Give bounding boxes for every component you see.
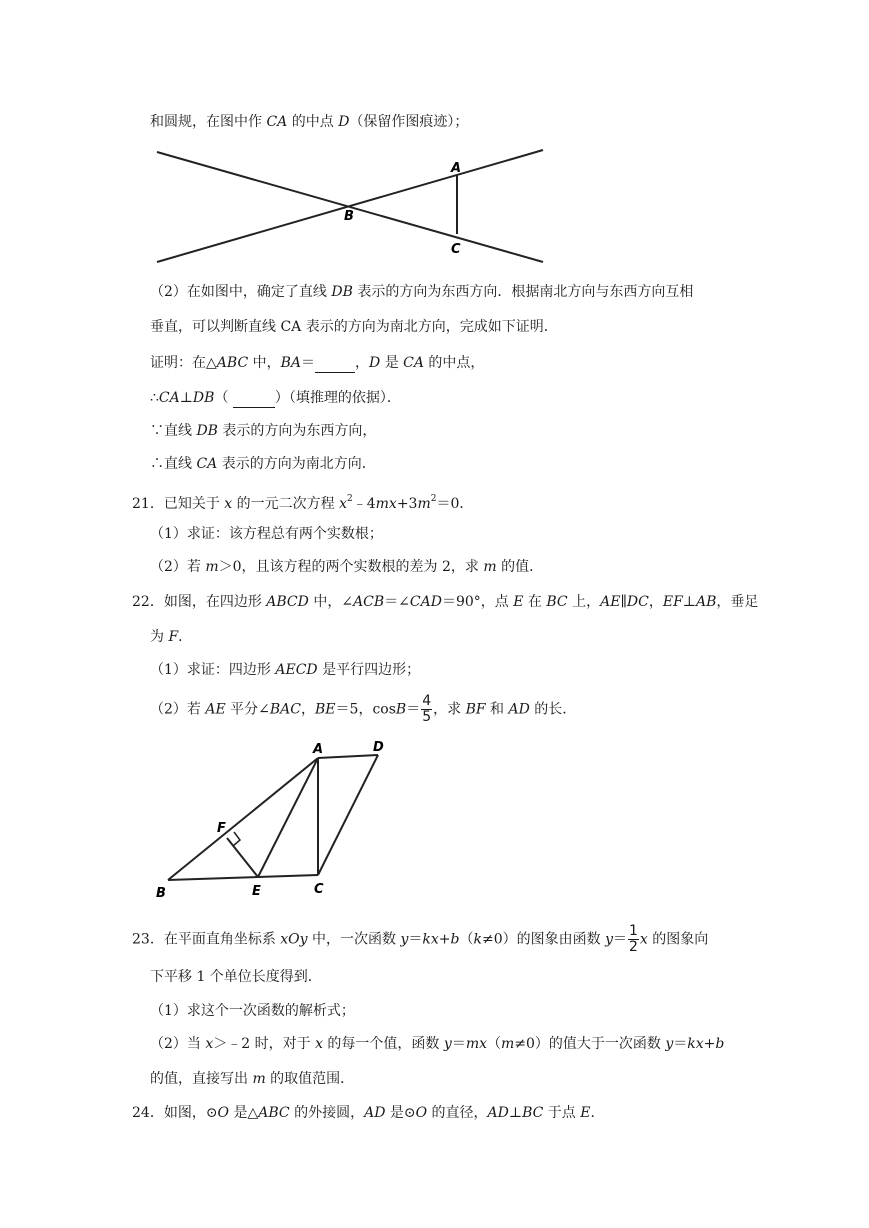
text: CA	[266, 114, 288, 130]
text: 的中点，	[423, 355, 485, 371]
text: ≠0）的值大于一次函数	[514, 1036, 666, 1052]
text: CA	[403, 355, 424, 371]
text: 中，一次函数	[307, 931, 401, 948]
text: ⊥	[508, 1105, 523, 1121]
fraction-numerator: 4	[422, 693, 432, 709]
text: x	[224, 496, 233, 512]
figure-2-quadrilateral	[150, 735, 400, 905]
text: 24．如图，⊙	[132, 1105, 218, 1121]
text: 的一元二次方程	[232, 496, 340, 512]
text: 23．在平面直角坐标系	[132, 931, 281, 948]
q23-stem2: 下平移 1 个单位长度得到．	[150, 969, 322, 985]
text: 于点	[543, 1105, 581, 1121]
text: y	[665, 1036, 674, 1052]
segment-bc	[168, 875, 318, 880]
answer-blank-ba[interactable]	[315, 352, 355, 373]
text: ）（填推理的依据）．	[274, 390, 401, 406]
text: ∴直线	[150, 456, 197, 472]
text: ∵直线	[150, 423, 197, 439]
label-f: F	[217, 821, 226, 836]
text: ＝	[612, 931, 627, 948]
text: （2）若	[150, 559, 206, 575]
text: AB	[695, 594, 717, 610]
text: ，垂足	[716, 594, 759, 610]
text: mx	[465, 1036, 487, 1052]
text: 中，∠	[308, 594, 354, 610]
part2-line1	[150, 282, 693, 302]
text: ＝	[408, 931, 423, 948]
text: 的取值范围．	[265, 1071, 355, 1087]
text: ACB	[353, 594, 385, 610]
text: BC	[546, 594, 568, 610]
text: ＝	[301, 355, 316, 371]
text: D	[369, 355, 381, 371]
text: ＝5，cos	[335, 701, 396, 718]
text: AE	[600, 594, 621, 610]
text: D	[338, 114, 350, 130]
q22-part2	[150, 694, 576, 725]
text: 2	[430, 494, 437, 504]
text: AD	[508, 701, 530, 718]
segment-ae	[258, 758, 318, 877]
label-b: B	[344, 209, 354, 224]
text: 是△	[229, 1105, 259, 1121]
text: O	[415, 1105, 428, 1121]
label-d: D	[373, 740, 384, 755]
text: CA	[196, 456, 218, 472]
text: 22．如图，在四边形	[132, 594, 267, 610]
text: ，	[355, 355, 370, 371]
text: BA	[280, 355, 302, 371]
text: DC	[626, 594, 649, 610]
text: b	[715, 1036, 725, 1052]
text: 的值．	[496, 559, 544, 575]
text: CA	[158, 390, 180, 406]
text: 的中点	[287, 114, 339, 130]
text: BAC	[269, 701, 302, 718]
text: ﹣4	[352, 496, 376, 512]
text: mx	[375, 496, 397, 512]
text: O	[217, 1105, 230, 1121]
text: 为	[150, 629, 169, 645]
text: y	[400, 931, 409, 948]
text: 中，	[248, 355, 281, 371]
text: 表示的方向为东西方向，	[217, 423, 377, 439]
segment-dc	[318, 755, 378, 875]
proof-line4	[150, 454, 376, 474]
text: AE	[205, 701, 226, 718]
text: y	[443, 1036, 452, 1052]
text: AECD	[275, 662, 318, 678]
q23-stem	[132, 924, 708, 955]
text: 上，	[567, 594, 601, 610]
text: DB	[196, 423, 218, 439]
text: ABCD	[266, 594, 309, 610]
figure-1-lines	[150, 140, 550, 270]
text: ＝90°，点	[441, 594, 514, 610]
text: m	[500, 1036, 515, 1052]
q22-stem2	[150, 627, 192, 647]
text: x	[339, 496, 347, 512]
text: （2）在如图中，确定了直线	[150, 284, 332, 300]
text: 的外接圆，	[289, 1105, 365, 1121]
proof-line2	[150, 387, 401, 408]
text: （保留作图痕迹）；	[349, 114, 469, 130]
fraction-numerator: 1	[628, 923, 638, 939]
text: kx	[687, 1036, 704, 1052]
text: 和圆规，在图中作	[150, 114, 267, 130]
fraction-one-half	[628, 924, 639, 955]
text: ，	[301, 701, 316, 718]
text: x	[205, 1036, 214, 1052]
text: 证明：在△	[150, 355, 217, 371]
right-angle-mark	[233, 832, 240, 846]
text: b	[450, 931, 460, 948]
text: +3	[396, 496, 418, 512]
text: BE	[315, 701, 336, 718]
label-a: A	[451, 161, 462, 176]
text: 表示的方向为南北方向．	[217, 456, 376, 472]
text: +	[438, 931, 451, 948]
text: 和	[485, 701, 509, 718]
q22-stem	[132, 592, 758, 612]
text: x	[639, 931, 648, 948]
part2-line2: 垂直，可以判断直线 CA 表示的方向为南北方向，完成如下证明．	[150, 319, 558, 335]
text: ，	[648, 594, 663, 610]
text: 2	[346, 494, 353, 504]
q21-part1: （1）求证：该方程总有两个实数根；	[150, 526, 383, 542]
text: ∥	[620, 594, 627, 610]
text: ．	[178, 629, 193, 645]
fraction-denominator: 2	[628, 939, 638, 955]
text: 的图象向	[647, 931, 709, 948]
text: m	[417, 496, 431, 512]
text: CAD	[409, 594, 442, 610]
text: （	[459, 931, 474, 948]
text: ＝	[673, 1036, 688, 1052]
intro-line	[150, 112, 468, 132]
text: ⊥	[682, 594, 696, 610]
text: （	[486, 1036, 501, 1052]
text: ABC	[258, 1105, 290, 1121]
text: k	[473, 931, 482, 948]
fraction-four-fifths	[421, 694, 432, 725]
text: ＝∠	[384, 594, 410, 610]
text: 的每一个值，函数	[322, 1036, 444, 1052]
text: （2）若	[150, 701, 206, 718]
text: BF	[465, 701, 486, 718]
fraction-denominator: 5	[422, 709, 432, 725]
text: m	[252, 1071, 266, 1087]
text: EF	[662, 594, 683, 610]
proof-line3	[150, 421, 376, 441]
text: ＝	[451, 1036, 466, 1052]
text: m	[205, 559, 219, 575]
text: x	[315, 1036, 323, 1052]
label-c: C	[314, 882, 324, 897]
text: ABC	[216, 355, 249, 371]
label-e: E	[252, 884, 261, 899]
text: 是	[380, 355, 404, 371]
label-c: C	[451, 242, 461, 257]
text: y	[605, 931, 613, 948]
q21-part2	[150, 557, 543, 577]
text: AD	[487, 1105, 509, 1121]
text: 的直径，	[427, 1105, 488, 1121]
label-b: B	[156, 886, 166, 901]
text: ＝0．	[436, 496, 474, 512]
text: xOy	[280, 931, 308, 948]
label-a: A	[313, 742, 324, 757]
text: 是⊙	[385, 1105, 416, 1121]
segment-ad	[318, 755, 378, 758]
text: 21．已知关于	[132, 496, 225, 512]
text: m	[483, 559, 497, 575]
text: DB	[192, 390, 215, 406]
q23-part1: （1）求这个一次函数的解析式；	[150, 1003, 355, 1019]
q24-stem	[132, 1103, 604, 1123]
text: ＝	[406, 701, 421, 718]
text: ＞﹣2 时，对于	[213, 1036, 316, 1052]
text: 的长．	[529, 701, 577, 718]
q23-part2	[150, 1034, 724, 1054]
text: ＞0，且该方程的两个实数根的差为 2，求	[218, 559, 484, 575]
text: F	[168, 629, 179, 645]
q21-stem	[132, 489, 473, 514]
text: E	[513, 594, 524, 610]
text: ，求	[433, 701, 466, 718]
text: ⊥	[179, 390, 193, 406]
text: 是平行四边形；	[317, 662, 421, 678]
text: B	[395, 701, 407, 718]
text: （	[214, 390, 233, 406]
text: kx	[422, 931, 439, 948]
text: BC	[522, 1105, 544, 1121]
text: ．	[590, 1105, 605, 1121]
q22-part1	[150, 660, 420, 680]
proof-line1	[150, 352, 484, 373]
q23-part2b	[150, 1069, 354, 1089]
text: （2）当	[150, 1036, 206, 1052]
text: （1）求证：四边形	[150, 662, 276, 678]
text: 平分∠	[225, 701, 270, 718]
segment-ba	[168, 758, 318, 880]
text: 表示的方向为东西方向．根据南北方向与东西方向互相	[352, 284, 694, 300]
text: ≠0）的图象由函数	[481, 931, 606, 948]
text: AD	[364, 1105, 386, 1121]
text: 在	[523, 594, 547, 610]
text: +	[703, 1036, 716, 1052]
segment-ef	[227, 838, 258, 877]
answer-blank-reason[interactable]	[233, 387, 275, 408]
text: DB	[331, 284, 353, 300]
text: ∴	[150, 390, 159, 406]
text: 的值，直接写出	[150, 1071, 253, 1087]
text: E	[580, 1105, 591, 1121]
